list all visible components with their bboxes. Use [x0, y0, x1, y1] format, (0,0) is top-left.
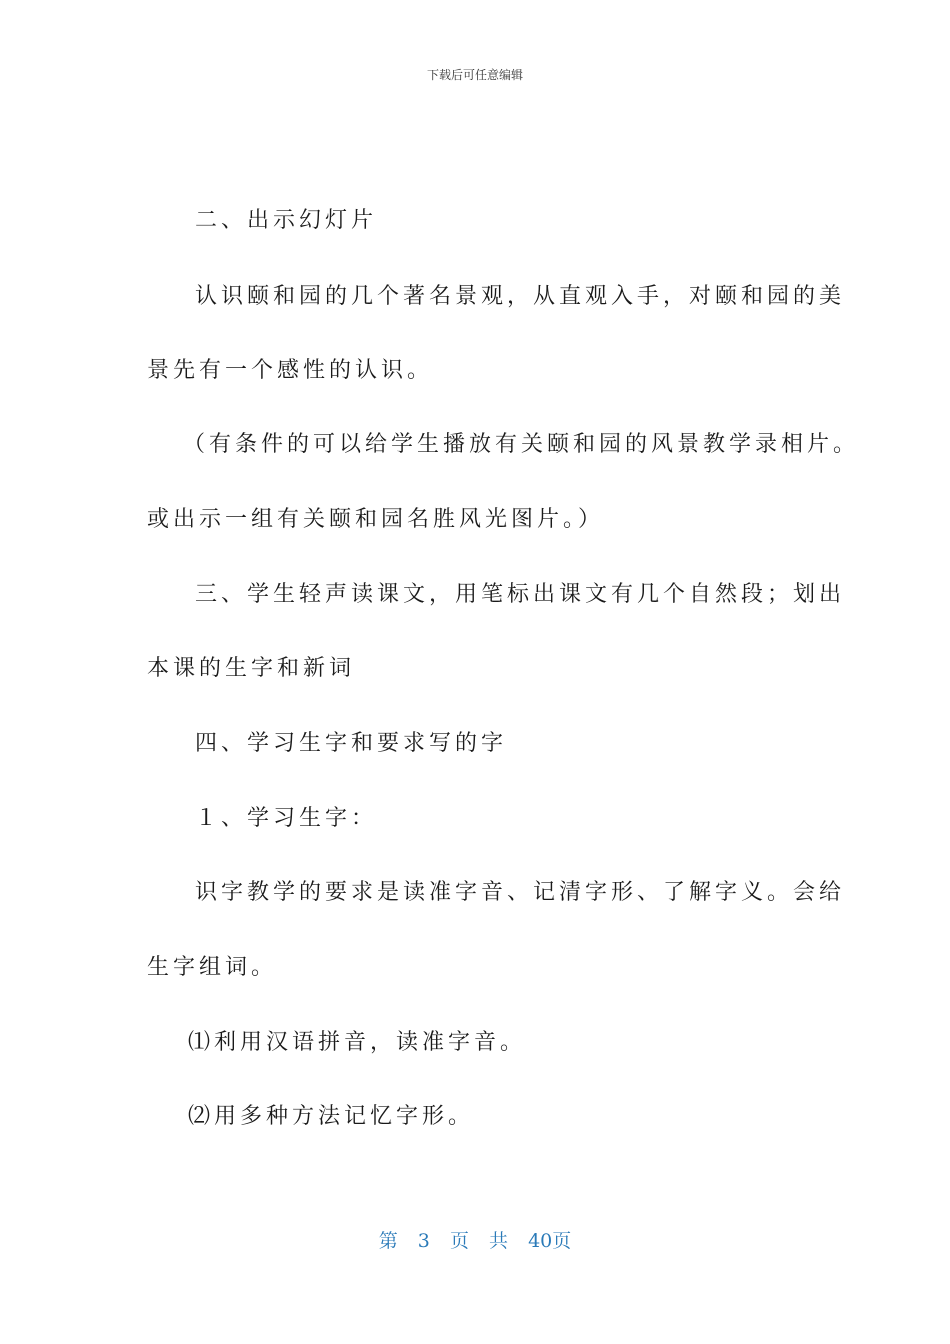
- footer-label-page: 第: [378, 1230, 398, 1252]
- page-header-note: 下载后可任意编辑: [426, 68, 523, 82]
- paragraph-line: ⑵用多种方法记忆字形。: [188, 1104, 475, 1129]
- paragraph-line: ⑴利用汉语拼音，读准字音。: [188, 1030, 527, 1055]
- footer-label-page-unit: 页: [449, 1230, 469, 1252]
- footer-label-total: 共: [489, 1230, 509, 1252]
- paragraph-line: 四、学习生字和要求写的字: [195, 731, 508, 756]
- paragraph-line: 本课的生字和新词: [147, 656, 356, 681]
- paragraph-line: 识字教学的要求是读准字音、记清字形、了解字义。会给: [195, 880, 846, 905]
- paragraph-line: 二、出示幻灯片: [195, 208, 378, 233]
- paragraph-line: １、学习生字：: [195, 806, 378, 831]
- paragraph-line: 认识颐和园的几个著名景观，从直观入手，对颐和园的美: [195, 284, 846, 309]
- paragraph-line: 景先有一个感性的认识。: [147, 358, 434, 383]
- paragraph-line: 或出示一组有关颐和园名胜风光图片。）: [147, 507, 605, 532]
- paragraph-line: （有条件的可以给学生播放有关颐和园的风景教学录相片。: [183, 432, 860, 457]
- paragraph-line: 三、学生轻声读课文，用笔标出课文有几个自然段；划出: [195, 582, 846, 607]
- paragraph-line: 生字组词。: [147, 955, 278, 980]
- footer-total-pages: 40页: [528, 1230, 572, 1252]
- page-number-footer: [0, 1226, 950, 1253]
- footer-current-page: 3: [417, 1230, 430, 1252]
